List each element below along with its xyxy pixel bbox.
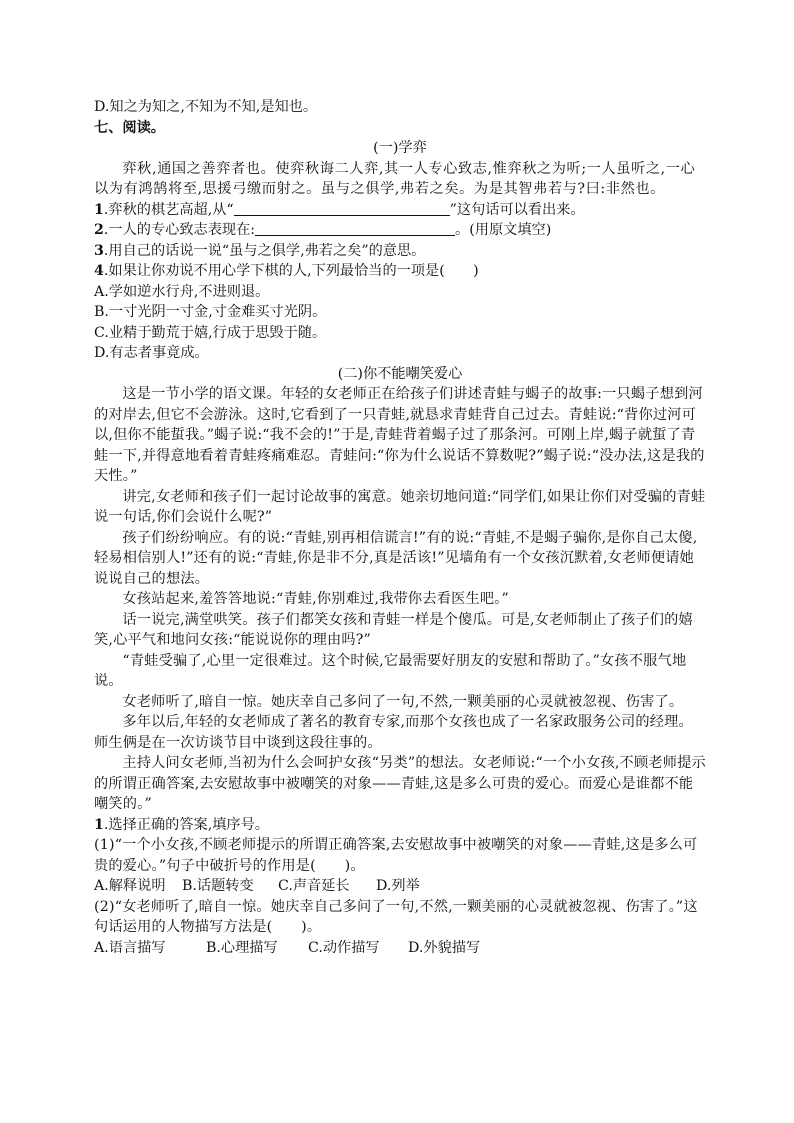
question-number: 2 (94, 222, 104, 238)
question-number: 1 (94, 201, 104, 218)
option-a: A.语言描写 (94, 939, 166, 956)
option-d: D.外貌描写 (408, 939, 481, 956)
question-number: 3 (94, 242, 104, 259)
option-c: C.动作描写 (308, 939, 380, 956)
passage2-paragraph: 这是一节小学的语文课。年轻的女老师正在给孩子们讲述青蛙与蝎子的故事:一只蝎子想到河的对岸去,但它不会游泳。这时,它看到了一只青蛙,就恳求青蛙背自己过去。青蛙说:“背你过河可以,但你不能蜇我。”蝎子说:“我不会的!”于是,青蛙背着蝎子过了那条河。可刚上岸,蝎子就蜇了青蛙一下,并得意地看着青蛙疼痛难忍。青蛙问:“你为什么说话不算数呢?”蝎子说:“没办法,这是我的天性。” (94, 386, 705, 484)
answer-blank[interactable] (234, 201, 450, 216)
question-number: 4 (94, 263, 104, 279)
question-text: .一人的专心致志表现在: (103, 222, 256, 238)
passage1-title: (一)学弈 (373, 140, 427, 156)
option-b: B.一寸光阴一寸金,寸金难买寸光阴。 (94, 304, 327, 320)
question-text: .用自己的话说一说“虽与之俱学,弗若之矣”的意思。 (103, 242, 426, 259)
passage2-paragraph: 多年以后,年轻的女老师成了著名的教育专家,而那个女孩也成了一名家政服务公司的经理。师生俩是在一次访谈节目中谈到这段往事的。 (94, 714, 693, 751)
passage2-paragraph: 女孩站起来,羞答答地说:“青蛙,你别难过,我带你去看医生吧。” (122, 591, 509, 607)
option-d: D.列举 (376, 878, 420, 894)
question-text: .弈秋的棋艺高超,从“ (103, 201, 234, 218)
sub-question-2-options (94, 938, 706, 959)
question-text: ”这句话可以看出来。 (449, 201, 585, 218)
sub-question-2: (2)“女老师听了,暗自一惊。她庆幸自己多问了一句,不然,一颗美丽的心灵就被忽视、伤害了。”这句话运用的人物描写方法是( )。 (94, 898, 698, 935)
passage2-paragraph: 讲完,女老师和孩子们一起讨论故事的寓意。她亲切地问道:“同学们,如果让你们对受骗的青蛙说一句话,你们会说什么呢?” (94, 488, 706, 525)
option-b: B.心理描写 (206, 939, 278, 956)
sub-question-1-options (94, 876, 706, 897)
option-a: A.学如逆水行舟,不进则退。 (94, 283, 270, 300)
passage2-paragraph: 话一说完,满堂哄笑。孩子们都笑女孩和青蛙一样是个傻瓜。可是,女老师制止了孩子们的嬉笑,心平气和地问女孩:“能说说你的理由吗?” (94, 611, 693, 648)
passage1-question-3 (94, 241, 706, 262)
option-b: B.话题转变 (182, 878, 254, 894)
option-c: C.声音延长 (278, 878, 350, 894)
previous-option-d: D.知之为知之,不知为不知,是知也。 (94, 99, 318, 115)
sub-question-1: (1)“一个小女孩,不顾老师提示的所谓正确答案,去安慰故事中被嘲笑的对象——青蛙,这是多么可贵的爱心。”句子中破折号的作用是( )。 (94, 837, 698, 874)
option-a: A.解释说明 (94, 878, 166, 894)
option-d: D.有志者事竟成。 (94, 345, 209, 361)
question-text: .选择正确的答案,填序号。 (103, 816, 269, 833)
passage2-paragraph: “青蛙受骗了,心里一定很难过。这个时候,它最需要好朋友的安慰和帮助了。”女孩不服气地说。 (94, 652, 687, 689)
question-text: 。(用原文填空) (455, 222, 552, 238)
passage2-title: (二)你不能嘲笑爱心 (337, 365, 463, 382)
section-heading: 七、阅读。 (94, 119, 165, 136)
question-text: .如果让你劝说不用心学下棋的人,下列最恰当的一项是( ) (103, 263, 479, 279)
document-page (94, 97, 706, 958)
answer-blank[interactable] (255, 221, 455, 236)
question-number: 1 (94, 816, 104, 833)
passage2-question-1 (94, 815, 706, 836)
passage1-question-1 (94, 200, 706, 221)
passage1-question-2 (94, 220, 706, 241)
passage2-paragraph: 主持人问女老师,当初为什么会呵护女孩“另类”的想法。女老师说:“一个小女孩,不顾老师提示的所谓正确答案,去安慰故事中被嘲笑的对象——青蛙,这是多么可贵的爱心。而爱心是谁都不能嘲笑的。” (94, 755, 706, 812)
passage1-question-4 (94, 261, 706, 282)
passage1-text: 弈秋,通国之善弈者也。使弈秋诲二人弈,其一人专心致志,惟弈秋之为听;一人虽听之,一心以为有鸿鹄将至,思援弓缴而射之。虽与之俱学,弗若之矣。为是其智弗若与?曰:非然也。 (94, 160, 696, 197)
passage2-paragraph: 女老师听了,暗自一惊。她庆幸自己多问了一句,不然,一颗美丽的心灵就被忽视、伤害了。 (122, 693, 684, 710)
passage2-paragraph: 孩子们纷纷响应。有的说:“青蛙,别再相信谎言!”有的说:“青蛙,不是蝎子骗你,是你自己太傻,轻易相信别人!”还有的说:“青蛙,你是非不分,真是活该!”见墙角有一个女孩沉默着,女老师便请她说说自己的想法。 (94, 529, 698, 587)
option-c: C.业精于勤荒于嬉,行成于思毁于随。 (94, 324, 327, 341)
